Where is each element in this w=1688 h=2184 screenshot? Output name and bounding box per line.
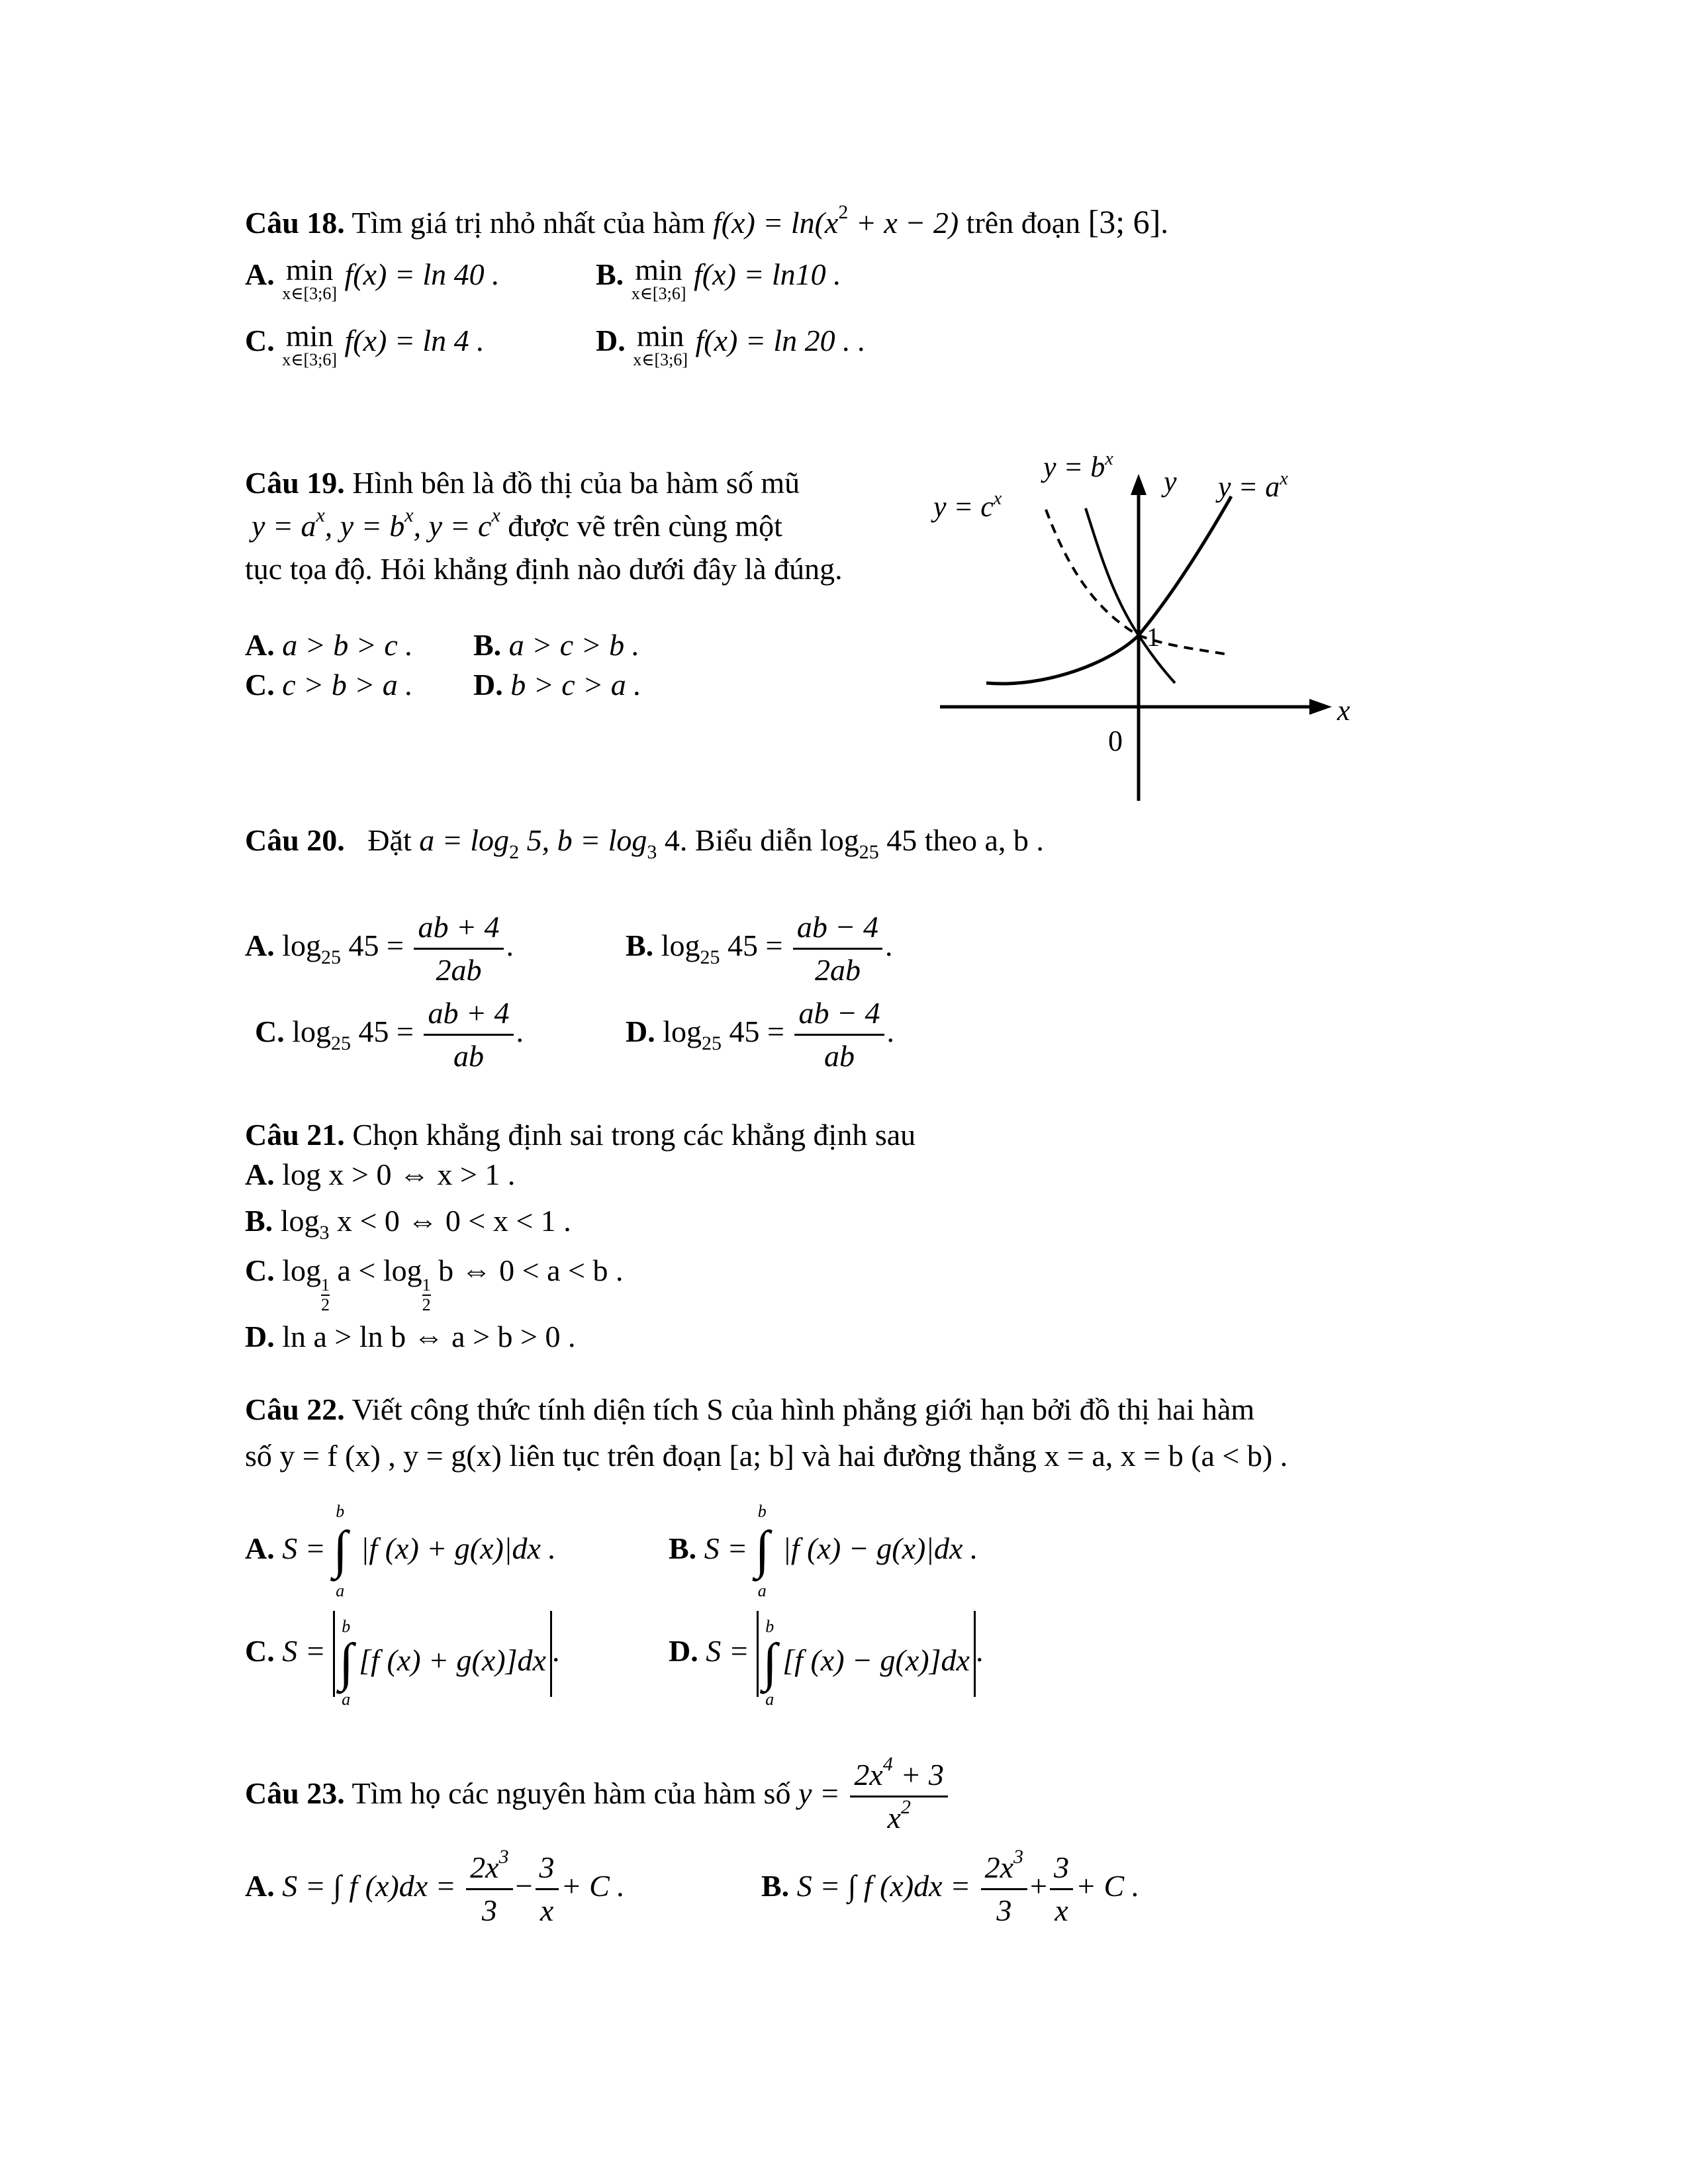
q21-c-log1: log — [282, 1253, 322, 1287]
q20-c-num: ab + 4 — [424, 993, 513, 1036]
min-word: min — [285, 319, 334, 353]
q18-a-min — [282, 255, 337, 302]
q23-option-b — [761, 1840, 1139, 1933]
q21-stem — [245, 1115, 915, 1155]
q20-sub25: 25 — [331, 1032, 352, 1055]
min-sub: x∈[3;6] — [633, 350, 688, 369]
q23-den-base: x — [887, 1800, 901, 1835]
q19-yc: , y = c — [413, 509, 492, 543]
q18-a-val: f(x) = ln 40 . — [344, 257, 500, 291]
q20-d-frac — [794, 993, 884, 1077]
q23-a-g-num: 3 — [536, 1847, 559, 1890]
q23-b-frac1 — [981, 1847, 1027, 1931]
q18-label: Câu 18. — [245, 206, 345, 240]
q22-line2: số y = f (x) , y = g(x) liên tục trên đoạn [a; b] và hai đường thẳng x = a, x = b (a < b) . — [245, 1439, 1288, 1473]
q20-text1: Đặt — [367, 823, 412, 857]
limit-b: b — [342, 1616, 351, 1636]
label-y-ax: $y = a^x$ — [1218, 469, 1288, 503]
q21-b-key: B. — [245, 1204, 273, 1238]
q23-a-f-den: 3 — [481, 1893, 497, 1927]
q22-a-pre: S = — [282, 1531, 326, 1565]
q19-line1: Hình bên là đồ thị của ba hàm số mũ — [352, 466, 800, 500]
q21-option-d — [245, 1317, 575, 1357]
q21-d-val: ln a > ln b ⇔ a > b > 0 . — [282, 1320, 576, 1353]
q21-c-val: b ⇔ 0 < a < b . — [430, 1253, 624, 1287]
q19-a-val: a > b > c . — [282, 628, 413, 662]
integral-sign — [755, 1502, 775, 1601]
q23-b-f-den: 3 — [996, 1893, 1012, 1927]
q22-c-pre: S = — [282, 1634, 326, 1668]
q21-b-sub: 3 — [319, 1222, 330, 1244]
q20-sub3: 3 — [647, 841, 657, 863]
q18-text2: trên đoạn — [966, 206, 1081, 240]
q20-a-key: A. — [245, 929, 275, 963]
q23-y: y = — [798, 1776, 840, 1810]
q19-sup: x — [491, 504, 500, 526]
q20-lhs2: 45 = — [341, 929, 404, 963]
q23-a-f-num — [466, 1847, 512, 1890]
q19-line3: tục tọa độ. Hỏi khẳng định nào dưới đây là đúng. — [245, 552, 843, 586]
q18-b-key: B. — [596, 257, 624, 291]
q23-a-f-num-base: 2x — [470, 1850, 499, 1884]
q23-a-minus: − — [515, 1869, 533, 1903]
q23-b-f-num — [981, 1847, 1027, 1890]
half-den: 2 — [321, 1295, 330, 1314]
q23-b-pre: S = ∫ f (x)dx = — [796, 1869, 971, 1903]
q21-option-a — [245, 1155, 515, 1195]
q20-a-num: ab + 4 — [414, 907, 503, 950]
q18-b-val: f(x) = ln10 . — [693, 257, 841, 291]
q20-def-b2: 4 — [657, 823, 680, 857]
q23-num-sup: 4 — [882, 1752, 893, 1775]
q20-option-a: A. $\log_{25} 45$ = $\frac{ab + 4}{2ab}$ . — [245, 907, 514, 991]
q22-a-key: A. — [245, 1531, 275, 1565]
min-word: min — [285, 253, 334, 287]
q22-stem-line2 — [245, 1436, 1288, 1476]
q18-d-val: f(x) = ln 20 . . — [695, 324, 866, 357]
limit-b: b — [765, 1616, 774, 1636]
q20-def-b: 5, b = log — [519, 823, 647, 857]
half-num: 1 — [422, 1275, 431, 1295]
q18-stem — [245, 202, 1168, 243]
q22-option-d: D. S = b ∫ a [f (x) − g(x)]dx . — [669, 1602, 983, 1701]
q22-line1: Viết công thức tính diện tích S của hình phẳng giới hạn bởi đồ thị hai hàm — [352, 1392, 1255, 1426]
q20-b-num: ab − 4 — [793, 907, 882, 950]
q20-lhs: log — [282, 929, 322, 963]
q22-d-pre: S = — [706, 1634, 749, 1668]
q18-option-d — [596, 321, 866, 369]
q21-b-val: x < 0 ⇔ 0 < x < 1 . — [329, 1204, 571, 1238]
q19-option-b — [473, 625, 639, 665]
origin-label: 0 — [1108, 725, 1123, 757]
q23-option-a — [245, 1840, 625, 1933]
q20-option-d: D. $\log_{25} 45$ = $\frac{ab - 4}{ab}$ . — [626, 993, 894, 1077]
q21-d-key: D. — [245, 1320, 275, 1353]
q23-a-pre: S = ∫ f (x)dx = — [282, 1869, 456, 1903]
integral-sign — [339, 1616, 359, 1709]
q23-b-g-num: 3 — [1050, 1847, 1073, 1890]
q21-c-log2: a < log — [330, 1253, 422, 1287]
q19-c-key: C. — [245, 668, 275, 702]
q20-sub25: 25 — [700, 946, 720, 969]
q20-c-key: C. — [255, 1015, 285, 1049]
q18-option-c — [245, 321, 485, 369]
q21-c-half1 — [321, 1276, 330, 1314]
axis-label-y: y — [1164, 465, 1177, 498]
min-sub: x∈[3;6] — [631, 284, 686, 303]
q18-c-key: C. — [245, 324, 275, 357]
q20-def-a: a = log — [419, 823, 510, 857]
q23-num — [850, 1754, 947, 1797]
q23-a-f-num-sup: 3 — [498, 1845, 509, 1868]
q18-option-a — [245, 255, 500, 302]
q18-text1: Tìm giá trị nhỏ nhất của hàm — [352, 206, 706, 240]
curve-a-x — [986, 496, 1231, 684]
q23-frac — [850, 1754, 947, 1839]
q19-option-d — [473, 665, 641, 705]
q18-interval: [3; 6] — [1088, 203, 1161, 240]
q23-b-f-num-sup: 3 — [1013, 1845, 1024, 1868]
q23-text: Tìm họ các nguyên hàm của hàm số — [352, 1776, 791, 1810]
q20-sub2: 2 — [509, 841, 520, 863]
q18-c-val: f(x) = ln 4 . — [344, 324, 485, 357]
q21-a-key: A. — [245, 1158, 275, 1191]
q22-b-body: |f (x) − g(x)|dx . — [782, 1531, 978, 1565]
q22-option-c: C. S = b ∫ a [f (x) + g(x)]dx . — [245, 1602, 559, 1701]
q19-line2d: được vẽ trên cùng một — [500, 509, 782, 543]
q20-lhs2: 45 = — [722, 1015, 784, 1049]
integral-sign — [763, 1616, 782, 1709]
axis-label-x: x — [1337, 694, 1350, 727]
q21-text: Chọn khẳng định sai trong các khẳng định sau — [352, 1118, 916, 1152]
q23-stem — [245, 1747, 951, 1840]
q23-label: Câu 23. — [245, 1776, 345, 1810]
x-axis-arrow — [1309, 699, 1332, 715]
q22-stem-line1 — [245, 1390, 1254, 1430]
min-sub: x∈[3;6] — [282, 284, 338, 303]
q21-c-half2 — [422, 1276, 431, 1314]
q19-a-key: A. — [245, 628, 275, 662]
y-axis-arrow — [1131, 474, 1147, 495]
q20-c-den: ab — [453, 1039, 484, 1073]
limit-b: b — [757, 1502, 767, 1522]
q20-lhs2: 45 = — [720, 929, 783, 963]
q18-option-b — [596, 255, 841, 302]
q19-b-val: a > c > b . — [508, 628, 640, 662]
q22-c-body: [f (x) + g(x)]dx — [359, 1643, 546, 1678]
q19-option-a — [245, 625, 413, 665]
limit-a: a — [765, 1689, 774, 1709]
q19-sup: x — [404, 504, 414, 526]
integral-sign — [333, 1502, 353, 1601]
q18-sup: 2 — [838, 201, 849, 223]
half-num: 1 — [321, 1275, 330, 1295]
q18-d-min — [633, 321, 688, 369]
q20-option-c: C. $\log_{25} 45$ = $\frac{ab + 4}{ab}$ . — [255, 993, 524, 1077]
limit-a: a — [342, 1689, 351, 1709]
q23-b-key: B. — [761, 1869, 790, 1903]
q18-a-key: A. — [245, 257, 275, 291]
label-y-bx: $y = b^x$ — [1043, 449, 1113, 483]
min-word: min — [635, 253, 682, 287]
q22-option-a — [245, 1499, 556, 1601]
q19-b-key: B. — [473, 628, 502, 662]
q20-lhs: log — [661, 929, 700, 963]
q22-b-pre: S = — [704, 1531, 748, 1565]
q23-num-tail: + 3 — [892, 1757, 944, 1792]
q19-stem-line1 — [245, 463, 800, 503]
q22-label: Câu 22. — [245, 1392, 345, 1426]
q23-a-key: A. — [245, 1869, 275, 1903]
q19-d-key: D. — [473, 668, 503, 702]
q18-func: f(x) = ln(x — [712, 206, 839, 240]
q20-text2: . Biểu diễn log — [679, 823, 859, 857]
q21-option-c — [245, 1251, 623, 1314]
q19-d-val: b > c > a . — [510, 668, 641, 702]
q19-stem-line2 — [252, 506, 782, 546]
q23-a-frac2 — [536, 1847, 559, 1931]
label-y-cx: $y = c^x$ — [933, 488, 1002, 523]
abs-bars — [757, 1611, 976, 1709]
q23-b-tail: + C . — [1076, 1869, 1140, 1903]
q23-num-base: 2x — [854, 1757, 883, 1792]
q20-lhs2: 45 = — [351, 1015, 414, 1049]
q19-option-c — [245, 665, 413, 705]
exponential-graph — [914, 443, 1377, 814]
q23-b-g-den: x — [1055, 1893, 1068, 1927]
q20-b-key: B. — [626, 929, 654, 963]
q20-sub25: 25 — [321, 946, 342, 969]
q20-stem — [245, 821, 1044, 863]
min-sub: x∈[3;6] — [282, 350, 338, 369]
q22-d-body: [f (x) − g(x)]dx — [782, 1643, 970, 1678]
q20-lhs: log — [292, 1015, 332, 1049]
q20-a-den: 2ab — [436, 953, 482, 987]
q22-d-key: D. — [669, 1634, 698, 1668]
q20-sub25: 25 — [702, 1032, 722, 1055]
q21-label: Câu 21. — [245, 1118, 345, 1152]
q18-b-min — [632, 255, 686, 302]
integral-symbol: ∫ — [333, 1521, 348, 1580]
q20-option-b: B. $\log_{25} 45$ = $\frac{ab - 4}{2ab}$ . — [626, 907, 892, 991]
q18-end: . — [1160, 206, 1168, 240]
q20-lhs: log — [663, 1015, 702, 1049]
one-label: 1 — [1147, 622, 1160, 652]
q19-label: Câu 19. — [245, 466, 345, 500]
q20-d-key: D. — [626, 1015, 655, 1049]
integral-symbol: ∫ — [755, 1521, 770, 1580]
q19-yb: , y = b — [324, 509, 405, 543]
curve-b-x — [1086, 508, 1175, 683]
q22-option-b — [669, 1499, 978, 1601]
q22-c-key: C. — [245, 1634, 275, 1668]
abs-bars — [333, 1611, 552, 1709]
q21-a-val: log x > 0 ⇔ x > 1 . — [282, 1158, 516, 1191]
half-den: 2 — [422, 1295, 431, 1314]
q20-sub25: 25 — [859, 841, 879, 863]
limit-a: a — [336, 1581, 345, 1601]
q20-a-frac — [414, 907, 503, 991]
min-word: min — [636, 319, 684, 353]
q19-ya: y = a — [252, 509, 316, 543]
q22-a-body: |f (x) + g(x)|dx . — [360, 1531, 556, 1565]
q18-c-min — [282, 321, 337, 369]
q23-a-tail: + C . — [561, 1869, 625, 1903]
q19-sup: x — [316, 504, 325, 526]
integral-symbol: ∫ — [339, 1633, 354, 1692]
q18-d-key: D. — [596, 324, 626, 357]
q21-b-log: log — [280, 1204, 320, 1238]
q19-c-val: c > b > a . — [282, 668, 413, 702]
q20-d-num: ab − 4 — [794, 993, 884, 1036]
q20-c-frac — [424, 993, 513, 1077]
q23-a-g-den: x — [539, 1893, 554, 1927]
limit-b: b — [336, 1502, 345, 1522]
q20-b-frac — [793, 907, 882, 991]
q20-text3: 45 theo a, b . — [878, 823, 1044, 857]
limit-a: a — [757, 1581, 767, 1601]
q19-stem-line3 — [245, 549, 843, 589]
q23-den — [850, 1797, 947, 1839]
q23-den-sup: 2 — [900, 1796, 911, 1818]
q23-b-frac2 — [1050, 1847, 1073, 1931]
q20-label: Câu 20. — [245, 823, 345, 857]
q20-d-den: ab — [823, 1039, 855, 1073]
q21-option-b — [245, 1201, 571, 1244]
q18-func2: + x − 2) — [848, 206, 959, 240]
q20-b-den: 2ab — [814, 953, 861, 987]
q23-b-f-num-base: 2x — [984, 1850, 1014, 1884]
q21-c-key: C. — [245, 1253, 275, 1287]
q23-a-frac1 — [466, 1847, 512, 1931]
q23-b-plus: + — [1030, 1869, 1047, 1903]
q22-b-key: B. — [669, 1531, 697, 1565]
integral-symbol: ∫ — [763, 1633, 778, 1692]
